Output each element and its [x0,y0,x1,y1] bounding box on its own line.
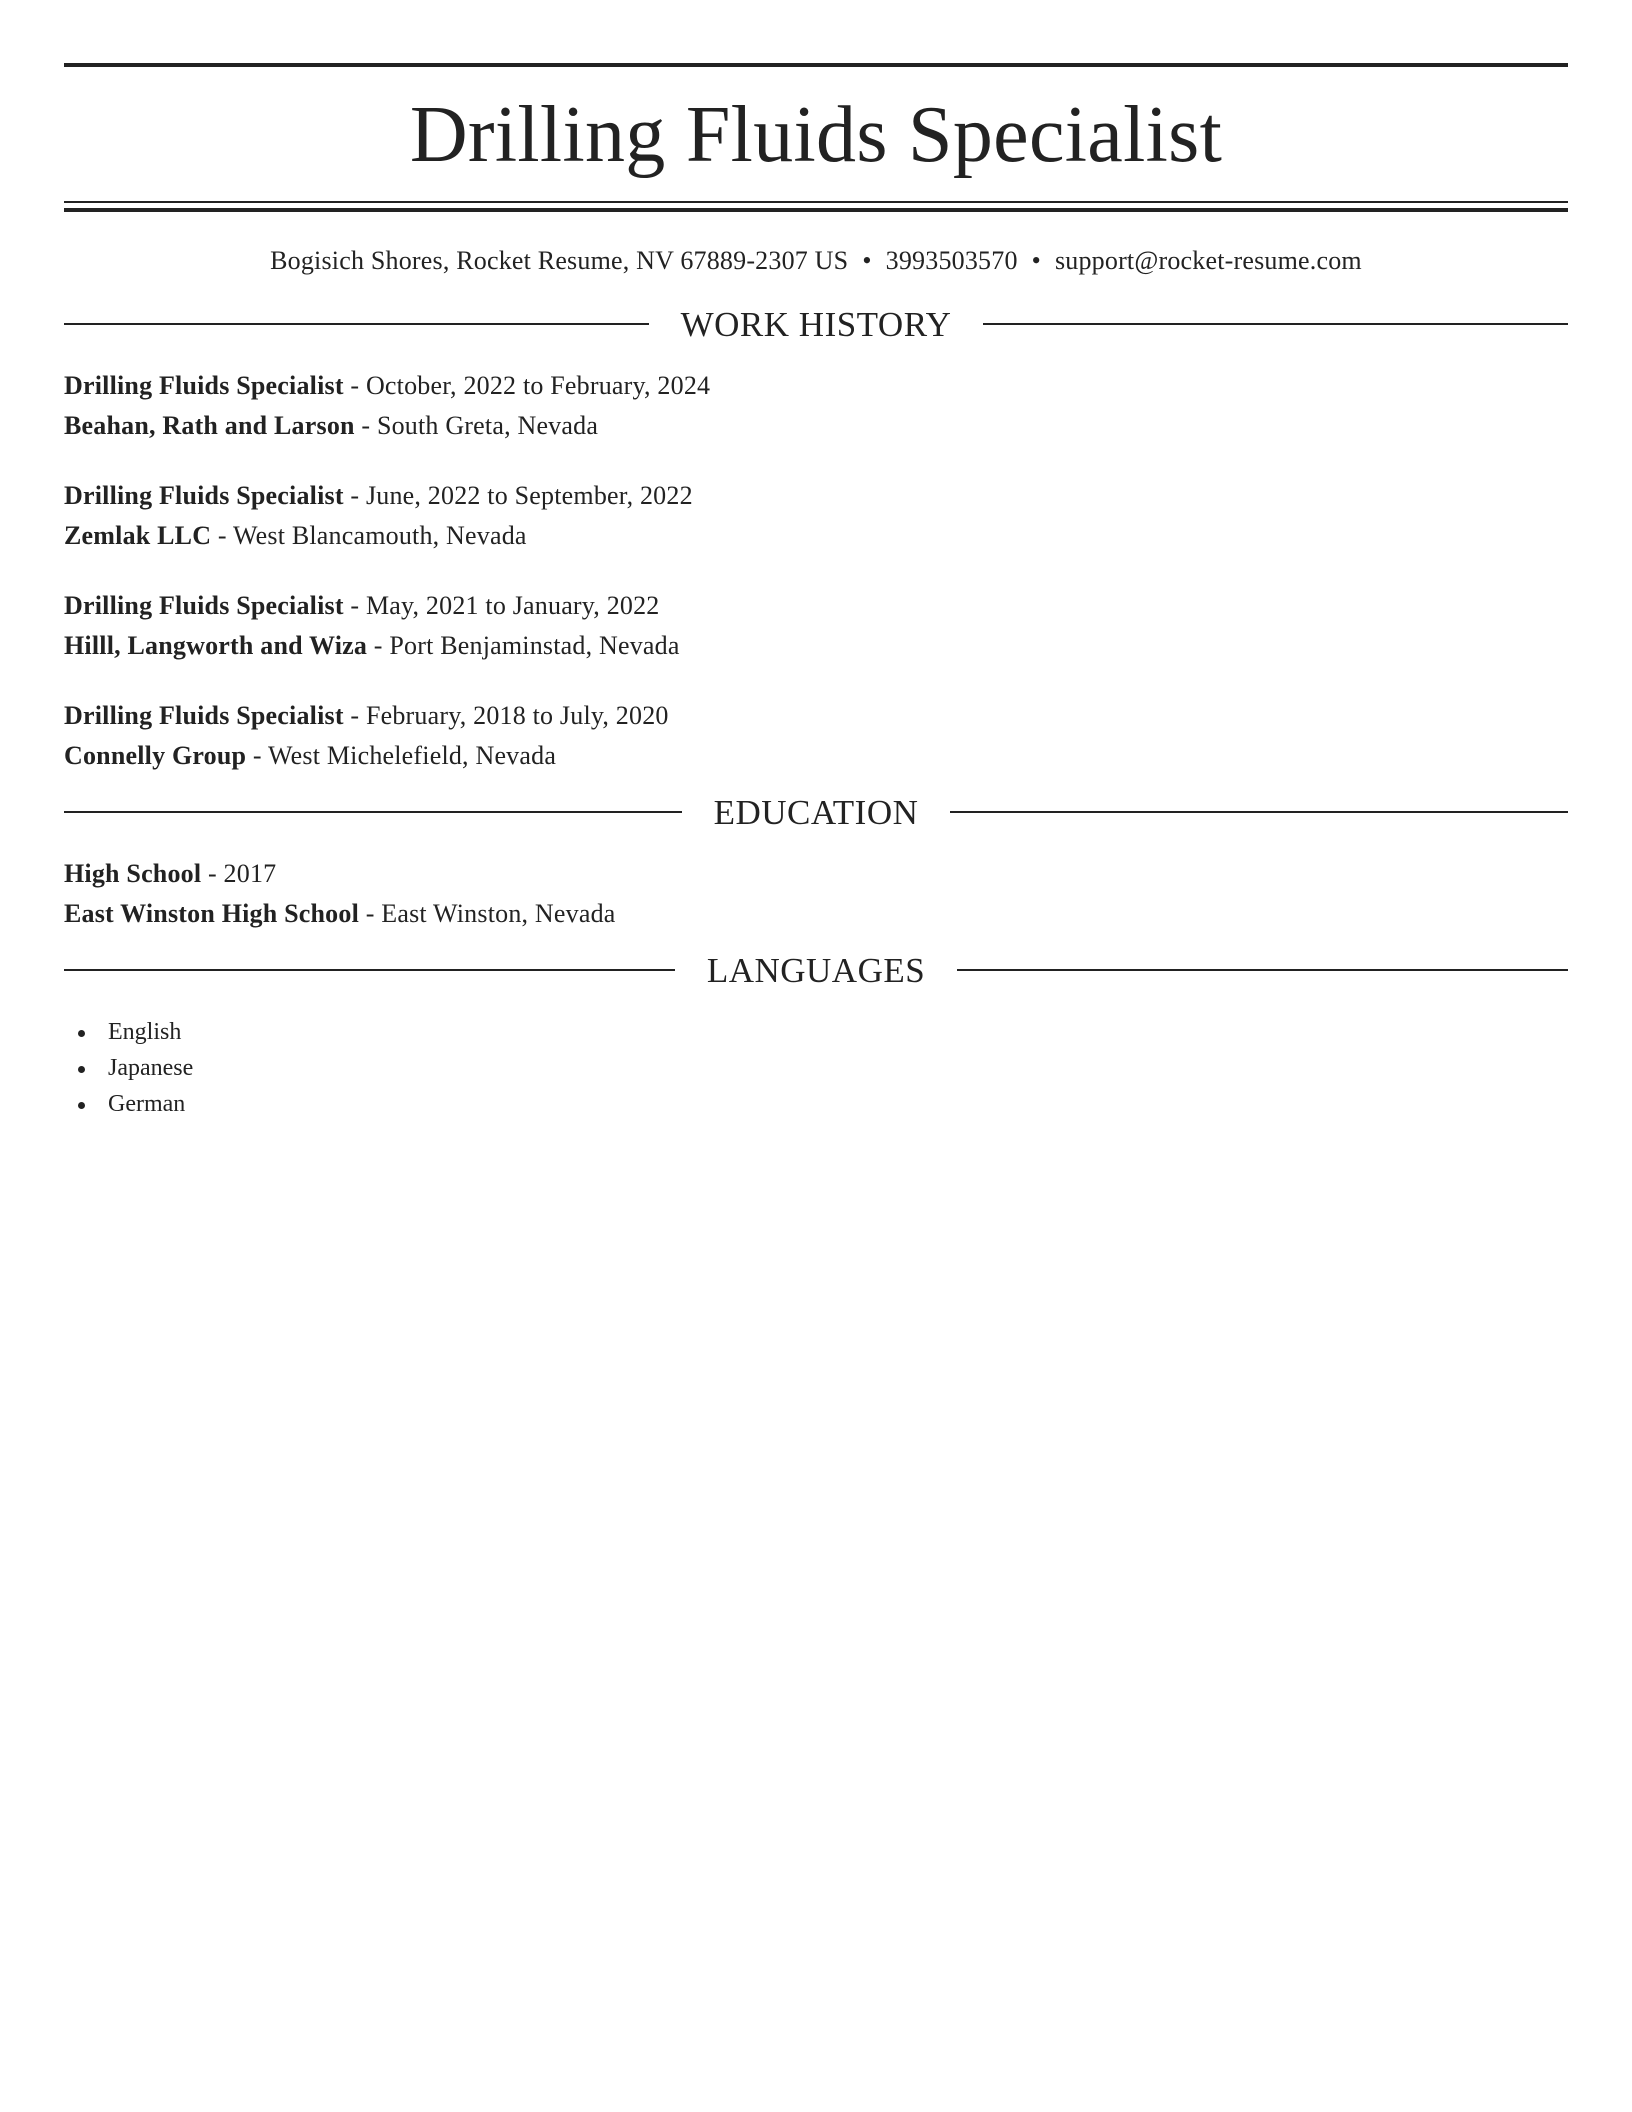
work-location: - West Michelefield, Nevada [246,741,557,770]
work-role: Drilling Fluids Specialist [64,371,344,400]
education-heading [64,792,1568,832]
heading-line-right [950,811,1568,813]
work-role: Drilling Fluids Specialist [64,591,344,620]
language-name: German [108,1091,186,1117]
education-year: - 2017 [201,859,277,888]
title-double-divider [64,201,1568,212]
work-history-heading [64,304,1568,344]
heading-line-right [983,323,1568,325]
work-location: - South Greta, Nevada [354,411,599,440]
work-entry-company-line [64,516,1568,556]
language-name: English [108,1019,182,1045]
heading-line-left [64,323,649,325]
section-title: WORK HISTORY [680,304,952,344]
work-role: Drilling Fluids Specialist [64,701,344,730]
heading-line-left [64,811,682,813]
work-entry-role-line [64,586,1568,626]
contact-separator: • [1031,246,1041,275]
resume-title: Drilling Fluids Specialist [409,91,1223,179]
work-entry-role-line [64,366,1568,406]
work-entry [64,476,1568,556]
education-degree: High School [64,859,202,888]
education-degree-line [64,854,1568,894]
contact-email: support@rocket-resume.com [1054,246,1362,275]
work-company: Zemlak LLC [64,521,212,550]
contact-address: Bogisich Shores, Rocket Resume, NV 67889-2307 US [270,246,849,275]
work-role: Drilling Fluids Specialist [64,481,344,510]
work-entry-role-line [64,476,1568,516]
section-title: EDUCATION [713,792,919,832]
heading-line-right [957,969,1568,971]
bullet-icon [78,1066,85,1073]
work-company: Beahan, Rath and Larson [64,411,355,440]
work-entry [64,696,1568,776]
work-entry [64,586,1568,666]
language-item [64,1014,1568,1050]
education-school: East Winston High School [64,899,359,928]
work-entry-company-line [64,736,1568,776]
language-name: Japanese [108,1055,194,1081]
language-item [64,1086,1568,1122]
contact-line [64,248,1568,274]
language-item [64,1050,1568,1086]
work-dates: - May, 2021 to January, 2022 [343,591,660,620]
education-location: - East Winston, Nevada [359,899,616,928]
work-company: Hilll, Langworth and Wiza [64,631,368,660]
contact-separator: • [862,246,872,275]
work-location: - Port Benjaminstad, Nevada [367,631,680,660]
section-title: LANGUAGES [706,950,926,990]
bullet-icon [78,1030,85,1037]
work-entry-company-line [64,626,1568,666]
work-company: Connelly Group [64,741,247,770]
languages-list [64,1014,1568,1122]
work-dates: - June, 2022 to September, 2022 [343,481,693,510]
work-entry-company-line [64,406,1568,446]
languages-heading [64,950,1568,990]
heading-line-left [64,969,675,971]
resume-page [64,0,1568,1122]
work-dates: - October, 2022 to February, 2024 [343,371,711,400]
work-entry [64,366,1568,446]
work-dates: - February, 2018 to July, 2020 [343,701,669,730]
education-school-line [64,894,1568,934]
work-location: - West Blancamouth, Nevada [211,521,527,550]
bullet-icon [78,1102,85,1109]
education-entry [64,854,1568,934]
work-entry-role-line [64,696,1568,736]
contact-phone: 3993503570 [885,246,1018,275]
